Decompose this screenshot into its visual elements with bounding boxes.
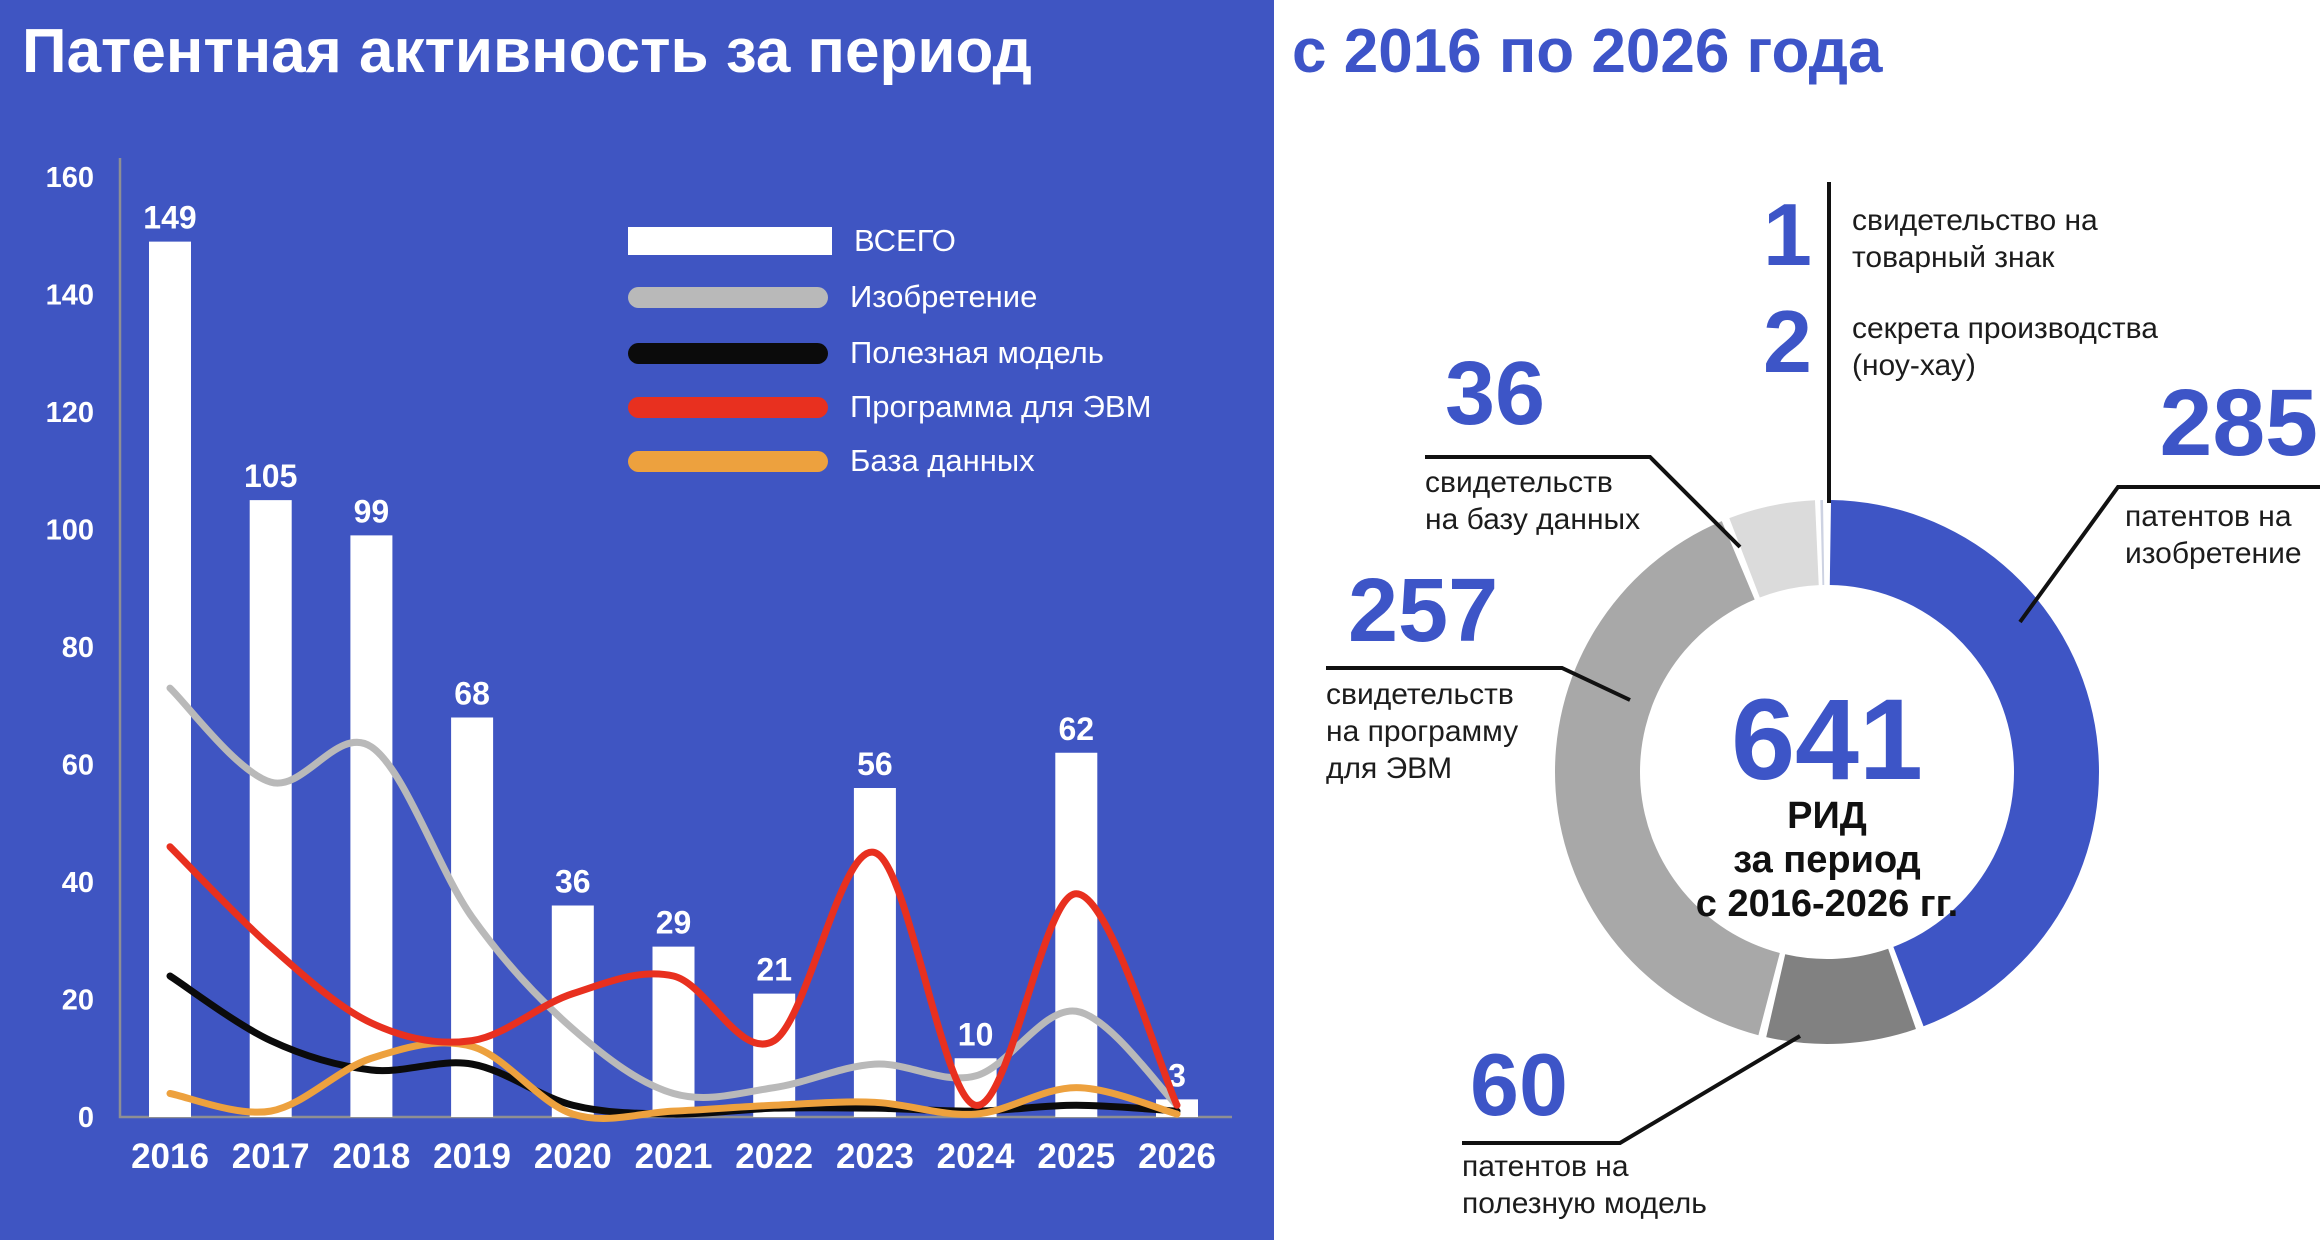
legend-item-utility-model — [628, 335, 1104, 370]
donut-slice-60 — [1766, 949, 1916, 1044]
page-title-blue: с 2016 по 2026 года — [1292, 17, 1883, 86]
bar-2022 — [753, 994, 795, 1117]
bar-value-label: 105 — [244, 458, 298, 495]
y-tick-label: 100 — [45, 514, 94, 547]
legend-item-database — [628, 443, 1035, 478]
label-trademark: свидетельство на товарный знак — [1852, 204, 2098, 274]
y-tick-label: 20 — [61, 984, 94, 1017]
legend-swatch-total — [628, 227, 832, 255]
y-tick-label: 120 — [45, 397, 94, 429]
legend-item-invention — [628, 279, 1038, 314]
x-tick-label: 2016 — [131, 1137, 209, 1176]
x-tick-label: 2022 — [735, 1137, 814, 1176]
legend-item-software — [628, 389, 1152, 424]
y-tick-label: 160 — [45, 162, 94, 194]
legend-label-software: Программа для ЭВМ — [850, 389, 1152, 424]
legend-swatch-invention — [628, 287, 828, 308]
count-know-how: 2 — [1763, 292, 1812, 391]
bar-value-label: 10 — [957, 1016, 994, 1053]
bar-value-label: 29 — [655, 904, 692, 941]
legend-label-database: База данных — [850, 443, 1035, 478]
legend-label-invention: Изобретение — [850, 279, 1038, 314]
x-tick-label: 2023 — [835, 1137, 914, 1176]
label-utility-model: патентов на полезную модель — [1462, 1150, 1707, 1220]
bar-value-label: 56 — [857, 746, 893, 782]
count-utility-model: 60 — [1470, 1035, 1568, 1134]
bar-value-label: 149 — [143, 199, 197, 236]
bar-2017 — [250, 500, 292, 1117]
legend-item-total — [628, 223, 956, 258]
x-tick-label: 2019 — [433, 1137, 512, 1176]
count-trademark: 1 — [1763, 185, 1812, 284]
label-know-how: секрета производства (ноу-хау) — [1852, 312, 2158, 382]
bar-value-label: 21 — [756, 951, 792, 988]
x-tick-label: 2021 — [634, 1137, 713, 1176]
y-tick-label: 80 — [61, 632, 94, 664]
bar-value-label: 68 — [454, 675, 490, 712]
page-title-white: Патентная активность за период — [22, 17, 1032, 86]
count-invention: 285 — [2159, 370, 2318, 476]
donut-total-value: 641 — [1731, 676, 1923, 804]
bar-value-label: 3 — [1168, 1057, 1186, 1094]
count-database: 36 — [1445, 344, 1546, 444]
legend-swatch-database — [628, 451, 828, 472]
donut-total-caption: РИД за период с 2016-2026 гг. — [1695, 795, 1959, 925]
y-tick-label: 140 — [45, 279, 94, 312]
x-tick-label: 2026 — [1138, 1137, 1216, 1176]
x-tick-label: 2018 — [332, 1137, 411, 1176]
legend-label-utility-model: Полезная модель — [850, 335, 1104, 370]
x-tick-label: 2020 — [533, 1137, 612, 1176]
legend-swatch-software — [628, 397, 828, 418]
bar-2025 — [1055, 753, 1097, 1117]
bar-value-label: 99 — [353, 493, 390, 530]
count-software: 257 — [1348, 561, 1499, 661]
label-software: свидетельств на программу для ЭВМ — [1326, 678, 1519, 785]
bar-value-label: 36 — [555, 863, 591, 900]
label-invention: патентов на изобретение — [2125, 500, 2302, 570]
x-tick-label: 2017 — [231, 1137, 310, 1176]
y-tick-label: 60 — [61, 749, 94, 782]
y-tick-label: 40 — [61, 867, 94, 899]
y-tick-label: 0 — [77, 1102, 94, 1134]
bar-value-label: 62 — [1058, 710, 1095, 747]
x-tick-label: 2024 — [936, 1137, 1015, 1176]
label-database: свидетельств на базу данных — [1425, 466, 1641, 536]
x-tick-label: 2025 — [1037, 1137, 1116, 1176]
donut-slice-2 — [1820, 500, 1824, 585]
legend-swatch-utility-model — [628, 343, 828, 364]
legend-label-total: ВСЕГО — [854, 223, 956, 258]
